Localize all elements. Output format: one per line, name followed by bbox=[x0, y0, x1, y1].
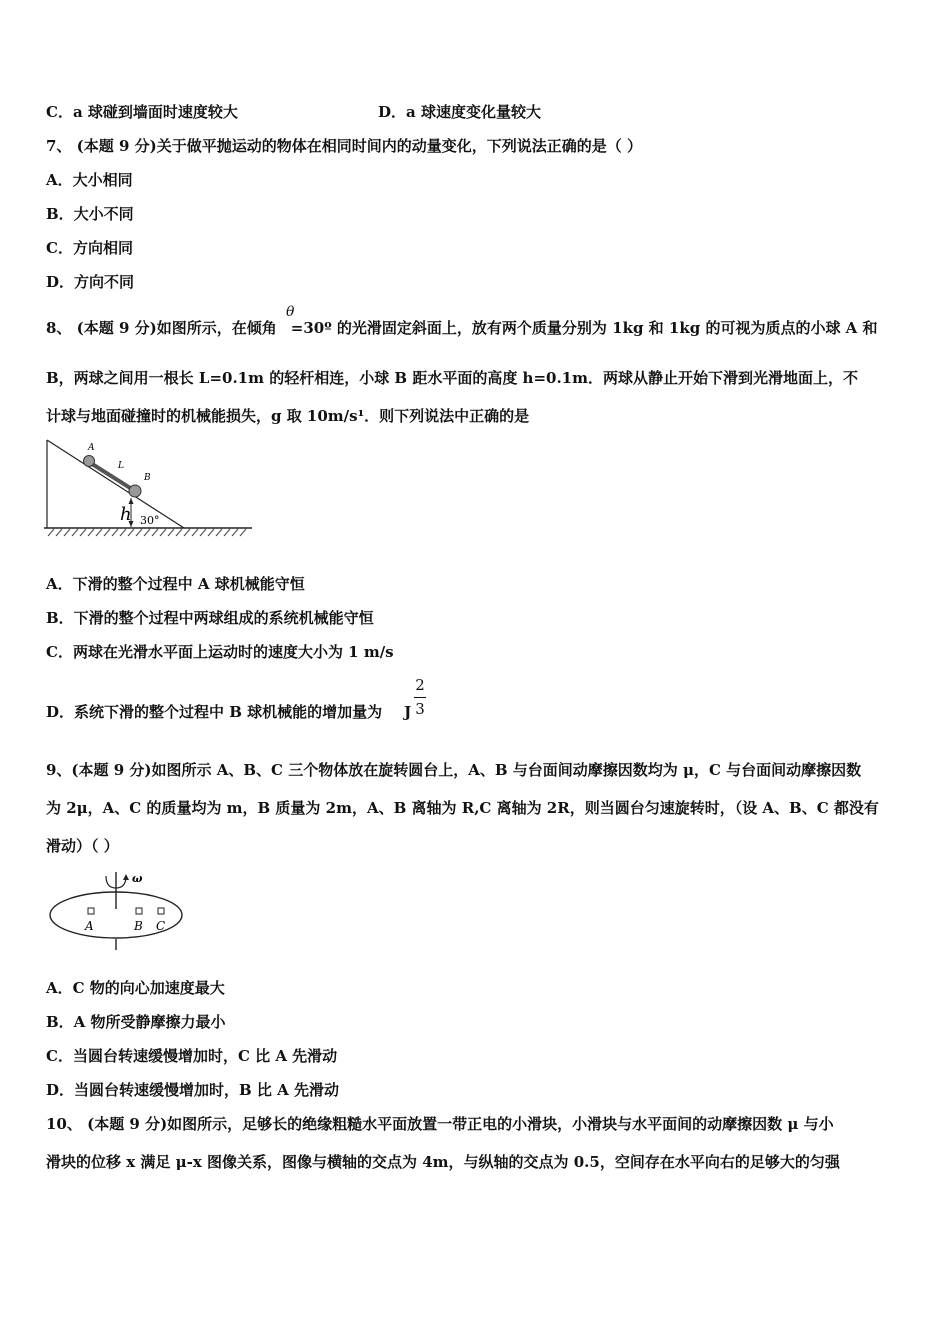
q8-option-d-unit: J bbox=[404, 703, 412, 721]
q9-stem-line2: 为 2μ，A、C 的质量均为 m，B 质量为 2m，A、B 离轴为 R,C 离轴为 2R，则当圆台匀速旋转时，（设 A、B、C 都没有 bbox=[46, 799, 879, 817]
q8-stem-line1 bbox=[46, 318, 878, 338]
q8-stem-after: =30º 的光滑固定斜面上，放有两个质量分别为 1kg 和 1kg 的可视为质点的小球 A 和 bbox=[290, 319, 878, 337]
q8-option-d-text: D．系统下滑的整个过程中 B 球机械能的增加量为 bbox=[46, 703, 383, 721]
q9-option-a: A．C 物的向心加速度最大 bbox=[46, 979, 225, 997]
block-b bbox=[136, 908, 142, 914]
block-a bbox=[88, 908, 94, 914]
incline-figure bbox=[44, 436, 254, 540]
q9-option-b: B．A 物所受静摩擦力最小 bbox=[46, 1013, 226, 1031]
label-block-b: B bbox=[134, 919, 143, 933]
block-c bbox=[158, 908, 164, 914]
q9-option-d: D．当圆台转速缓慢增加时，B 比 A 先滑动 bbox=[46, 1081, 339, 1099]
label-block-c: C bbox=[156, 919, 166, 933]
q8-stem-before: 8、 (本题 9 分)如图所示，在倾角 bbox=[46, 319, 277, 337]
angle-label: 30° bbox=[140, 514, 160, 527]
q7-option-b: B．大小不同 bbox=[46, 205, 134, 223]
label-block-a: A bbox=[85, 919, 94, 933]
turntable-figure bbox=[44, 868, 194, 952]
q8-option-c: C．两球在光滑水平面上运动时的速度大小为 1 m/s bbox=[46, 643, 394, 661]
label-h: h bbox=[120, 504, 132, 525]
fraction-numerator: 2 bbox=[415, 676, 425, 694]
omega-label: ω bbox=[132, 872, 143, 885]
q6-option-d: D．a 球速度变化量较大 bbox=[378, 103, 541, 121]
ball-b bbox=[129, 485, 141, 497]
q9-stem-line3: 滑动）（ ） bbox=[46, 837, 119, 855]
fraction-denominator: 3 bbox=[415, 700, 425, 718]
ball-a bbox=[84, 456, 95, 467]
q8-stem-line2: B，两球之间用一根长 L=0.1m 的轻杆相连，小球 B 距水平面的高度 h=0.1m．两球从静止开始下滑到光滑地面上，不 bbox=[46, 369, 858, 387]
q6-option-c: C．a 球碰到墙面时速度较大 bbox=[46, 103, 238, 121]
q8-stem-line3: 计球与地面碰撞时的机械能损失，g 取 10m/s¹．则下列说法中正确的是 bbox=[46, 407, 530, 425]
label-l: L bbox=[118, 461, 124, 471]
q9-option-c: C．当圆台转速缓慢增加时，C 比 A 先滑动 bbox=[46, 1047, 338, 1065]
q10-stem-line2: 滑块的位移 x 满足 μ-x 图像关系，图像与横轴的交点为 4m，与纵轴的交点为 0.5，空间存在水平向右的足够大的匀强 bbox=[46, 1153, 840, 1171]
label-b: B bbox=[144, 473, 151, 483]
q9-stem-line1: 9、(本题 9 分)如图所示 A、B、C 三个物体放在旋转圆台上，A、B 与台面间动摩擦因数均为 μ，C 与台面间动摩擦因数 bbox=[46, 761, 862, 779]
rod-l bbox=[89, 462, 135, 491]
theta-symbol: θ bbox=[286, 304, 295, 320]
fraction-two-thirds bbox=[414, 676, 426, 720]
q7-option-a: A．大小相同 bbox=[46, 171, 133, 189]
q10-stem-line1: 10、 (本题 9 分)如图所示，足够长的绝缘粗糙水平面放置一带正电的小滑块，小滑块与水平面间的动摩擦因数 μ 与小 bbox=[46, 1115, 834, 1133]
label-a: A bbox=[88, 443, 95, 453]
q7-option-d: D．方向不同 bbox=[46, 273, 135, 291]
q7-stem: 7、 (本题 9 分)关于做平抛运动的物体在相同时间内的动量变化，下列说法正确的是（ ） bbox=[46, 137, 642, 155]
q7-option-c: C．方向相同 bbox=[46, 239, 133, 257]
q8-option-d bbox=[46, 702, 411, 722]
q8-option-a: A．下滑的整个过程中 A 球机械能守恒 bbox=[46, 575, 305, 593]
fraction-bar bbox=[414, 697, 426, 698]
q8-option-b: B．下滑的整个过程中两球组成的系统机械能守恒 bbox=[46, 609, 374, 627]
